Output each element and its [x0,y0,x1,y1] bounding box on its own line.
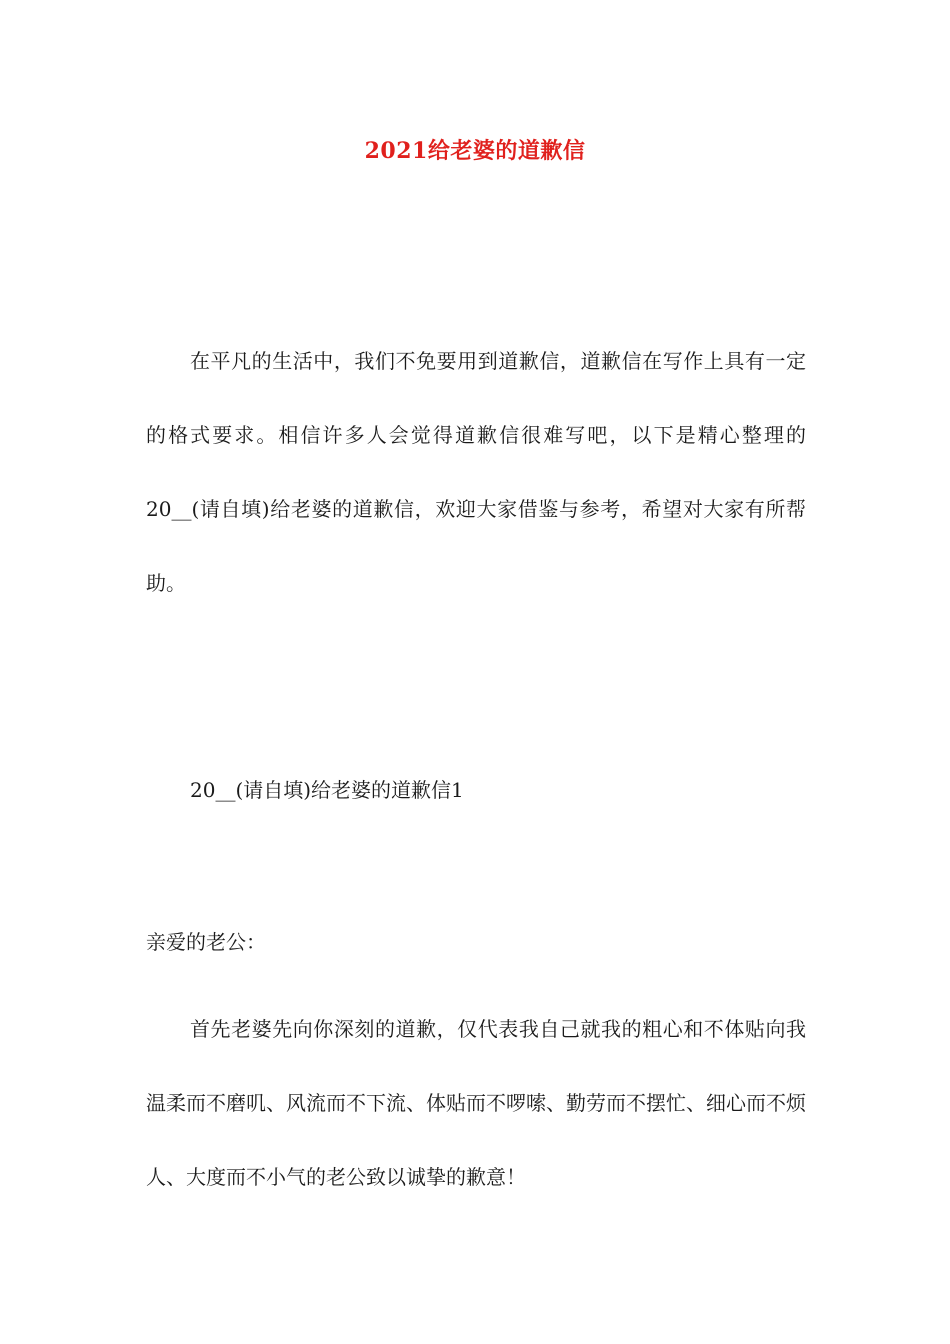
document-title: 2021给老婆的道歉信 [364,138,586,164]
letter-body-paragraph: 首先老婆先向你深刻的道歉，仅代表我自己就我的粗心和不体贴向我温柔而不磨叽、风流而不下流、体贴而不啰嗦、勤劳而不摆忙、细心而不烦人、大度而不小气的老公致以诚挚的歉意！ [146,1017,806,1189]
intro-paragraph: 在平凡的生活中，我们不免要用到道歉信，道歉信在写作上具有一定的格式要求。相信许多人会觉得道歉信很难写吧，以下是精心整理的20__(请自填)给老婆的道歉信，欢迎大家借鉴与参考，希望对大家有所帮助。 [146,349,806,595]
section-heading: 20__(请自填)给老婆的道歉信1 [190,778,464,802]
letter-salutation: 亲爱的老公： [146,930,266,954]
